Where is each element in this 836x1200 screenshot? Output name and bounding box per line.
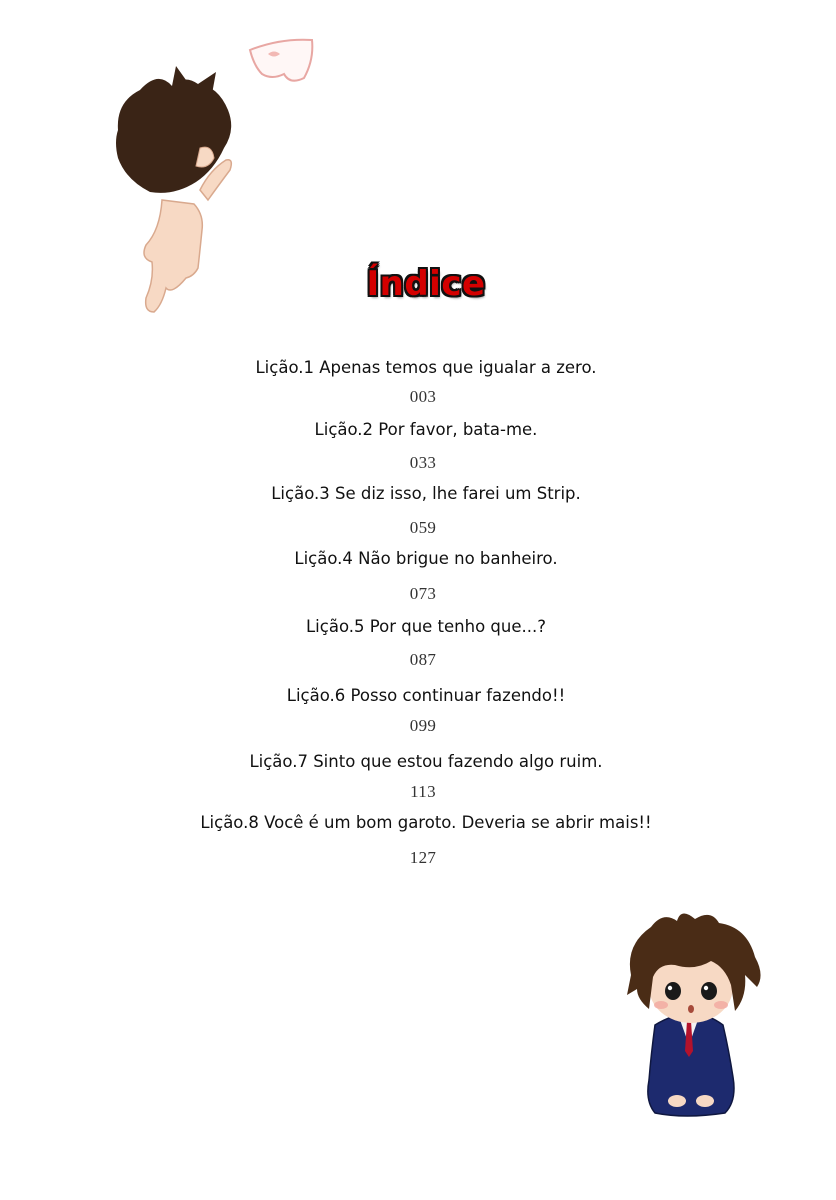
toc-page-number-5: 087	[409, 650, 437, 669]
toc-entry-3[interactable]: Lição.3 Se diz isso, lhe farei um Strip.	[271, 484, 581, 503]
toc-entry-1[interactable]: Lição.1 Apenas temos que igualar a zero.	[255, 358, 597, 377]
chibi-boy-in-uniform-illustration	[615, 905, 775, 1125]
toc-entry-7[interactable]: Lição.7 Sinto que estou fazendo algo ruim.	[249, 752, 603, 771]
toc-entry-4[interactable]: Lição.4 Não brigue no banheiro.	[294, 549, 558, 568]
page-title: Índice	[366, 264, 486, 304]
toc-page-number-1: 003	[409, 387, 437, 406]
toc-entry-6[interactable]: Lição.6 Posso continuar fazendo!!	[286, 686, 566, 705]
toc-page-number-4: 073	[409, 584, 437, 603]
toc-entry-8[interactable]: Lição.8 Você é um bom garoto. Deveria se abrir mais!!	[200, 813, 652, 832]
toc-page-number-8: 127	[409, 848, 437, 867]
toc-entry-2[interactable]: Lição.2 Por favor, bata-me.	[314, 420, 538, 439]
toc-entry-5[interactable]: Lição.5 Por que tenho que...?	[305, 617, 546, 636]
toc-page-number-7: 113	[410, 782, 436, 801]
toc-page-number-2: 033	[409, 453, 437, 472]
toc-page-number-3: 059	[409, 518, 437, 537]
toc-page-number-6: 099	[409, 716, 437, 735]
